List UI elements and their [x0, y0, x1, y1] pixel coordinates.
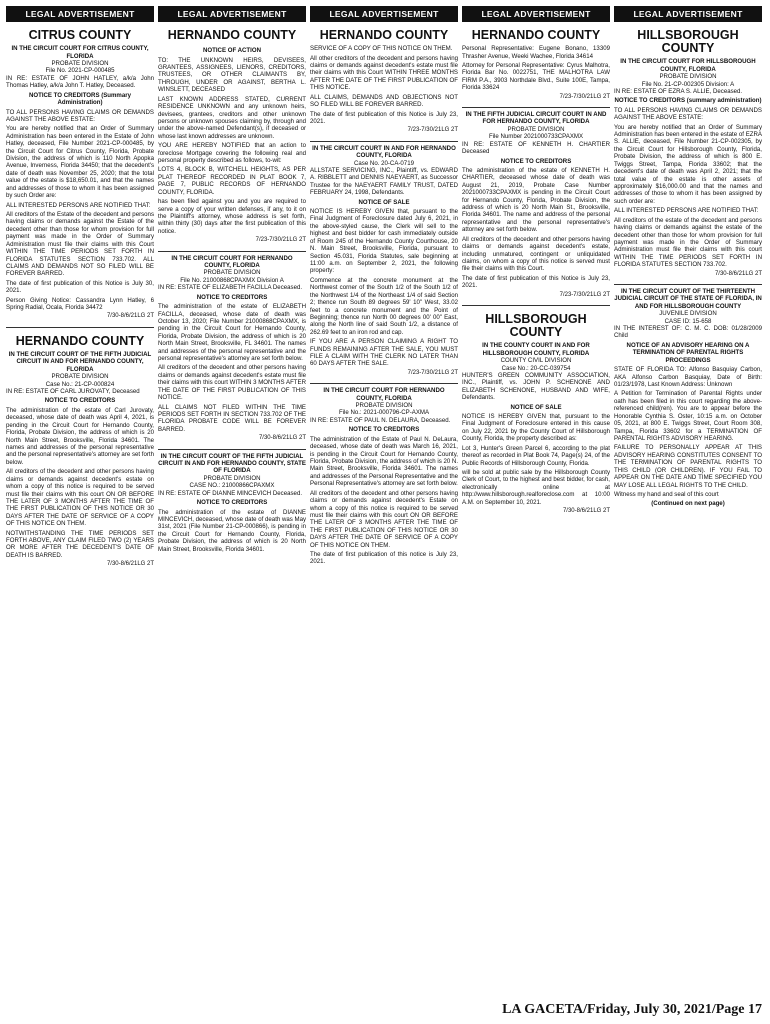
paragraph: Personal Representative: Eugene Bonano, 13309 Thrasher Avenue, Weeki Wachee, Florida 34614 — [462, 45, 610, 60]
court-name: IN THE CIRCUIT COURT FOR HERNANDO COUNTY, FLORIDA — [323, 387, 445, 402]
notice-title: NOTICE OF ACTION — [202, 47, 261, 55]
division: PROBATE DIVISION — [507, 125, 565, 133]
county-heading: CITRUS COUNTY — [28, 28, 132, 42]
division: COUNTY CIVIL DIVISION — [500, 357, 572, 365]
run-dates: 7/30-8/6/21LG 2T — [562, 508, 610, 515]
legal-notice — [310, 145, 458, 378]
paragraph: All creditors of the estate of the decedent and persons having claims or demands against the estate of the decedent other than those for whom provision for full payment was made in the Order of Summary Administration must file their claims with this court WITHIN THE TIME PERIODS SET FORTH IN FLORIDA STATUTES SECTION 733.702. — [614, 216, 762, 269]
file-number: CASE ID: 15-658 — [664, 317, 712, 325]
file-number: Case No.: 20-CC-039754 — [501, 364, 571, 372]
paragraph: The administration of the Estate of Paul N. DeLaura, deceased, whose date of death was March 16, 2021, is pending in the Circuit Court for Hernando County, Florida, Probate Division, the address of which is 20 N. Main Street, Brooksville, Florida 34601. The names and addresses of the Personal Representative and the Personal Representative's attorney are set forth below. — [310, 435, 458, 488]
legal-notice — [158, 453, 306, 555]
notice-title: NOTICE OF AN ADVISORY HEARING ON A TERMINATION OF PARENTAL RIGHTS PROCEEDINGS — [626, 341, 750, 364]
file-number: File No. 21-CP-002305 Division: A — [641, 80, 735, 88]
paragraph: SERVICE OF A COPY OF THIS NOTICE ON THEM. — [310, 45, 453, 53]
notice-title: NOTICE TO CREDITORS — [196, 499, 268, 507]
run-dates: 7/23-7/30/21LG 2T — [407, 369, 458, 376]
in-re: HUNTER'S GREEN COMMUNITY ASSOCIATION, INC., Plaintiff, vs. JOHN P. SCHENONE AND ELIZABETH SCHENONE, HUSBAND AND WIFE, Defendants. — [462, 371, 610, 402]
divider — [614, 284, 762, 285]
paragraph: will be sold at public sale by the Hillsborough County Clerk of Court, to the highest and best bidder, for cash, electronically online at http://www.hillsborough.realforeclose.com at 10:00 A.M. on September 10, 2021. — [462, 468, 610, 506]
paragraph: ALL INTERESTED PERSONS ARE NOTIFIED THAT: — [614, 207, 759, 215]
paragraph: The administration of the estate of KENNETH H. CHARTIER, deceased whose date of death was August 21, 2019, Probate Case Number 2021000733CPAXMX is pending in the Circuit Court for Hernando County, Florida, Probate Division, the address of which is 20 North Main St., Brooksville, Florida 34601. The name and address of the personal representative and the personal representative's attorney are set forth below. — [462, 166, 610, 234]
paragraph: The date of first publication of this Notice is July 23, 2021. — [310, 110, 458, 125]
legal-notice — [462, 342, 610, 515]
run-dates: 7/23-7/30/21LG 2T — [255, 237, 306, 244]
notice-title: NOTICE OF SALE — [510, 403, 562, 411]
notice-title: NOTICE TO CREDITORS — [348, 426, 420, 434]
category-header: LEGAL ADVERTISEMENT — [158, 6, 306, 22]
category-header: LEGAL ADVERTISEMENT — [462, 6, 610, 22]
court-name: IN THE CIRCUIT COURT OF THE FIFTH JUDICIAL CIRCUIT IN AND FOR HERNANDO COUNTY, FLORIDA — [8, 350, 152, 373]
run-dates: 7/30-8/6/21LG 2T — [258, 435, 306, 442]
paragraph: TO: THE UNKNOWN HEIRS, DEVISEES, GRANTEES, ASSIGNEES, LIENORS, CREDITORS, TRUSTEES, OR OTHER CLAIMANTS BY, THROUGH, UNDER OR AGAINST, BERTHA L. WINSLETT, DECEASED — [158, 56, 306, 94]
county-heading: HILLSBOROUGH COUNTY — [637, 28, 739, 56]
run-dates: 7/30-8/6/21LG 2T — [106, 313, 154, 320]
divider — [462, 305, 610, 306]
paragraph: All creditors of the decedent and other persons having claims or demands against decedent's Estate on whom a copy of this notice is required to be served must file their claims with this court ON OR BEFORE THE LATER OF 3 MONTHS AFTER THE TIME OF THE FIRST PUBLICATION OF THIS NOTICE OR 30 DAYS AFTER THE DATE OF SERVICE OF A COPY OF THIS NOTICE ON THEM. — [310, 489, 458, 549]
county-heading: HERNANDO COUNTY — [167, 28, 297, 42]
paragraph: The date of first publication of this Notice is July 30, 2021. — [6, 279, 154, 295]
notice-title: NOTICE TO CREDITORS (summary administration) — [614, 97, 762, 105]
paragraph: Attorney for Personal Representative: Cyrus Malhotra, Florida Bar No. 0022751, THE MALHOTRA LAW FIRM P.A., 3903 Northdale Blvd., Suite 100E, Tampa, Florida 33624 — [462, 61, 610, 92]
paragraph: All creditors of the decedent and other persons having claims or demands against decedent's estate, including unmatured, contingent or unliquidated claims, on whom a copy of this notice is served must file their claims with this Court. — [462, 235, 610, 273]
in-re: IN RE: ESTATE OF PAUL N. DELAURA, Deceased. — [310, 416, 451, 424]
paragraph: The date of first publication of this notice is July 23, 2021. — [310, 551, 458, 566]
division: JUVENILE DIVISION — [659, 310, 717, 318]
paragraph: ALL CLAIMS, DEMANDS AND OBJECTIONS NOT SO FILED WILL BE FOREVER BARRED. — [310, 93, 458, 109]
legal-notice — [158, 255, 306, 443]
paragraph: You are hereby notified that an Order of Summary Administration has been entered in the estate of EZRA S. ALLIE, deceased, File Number 21-CP-002305, by the Circuit Court for Hillsborough County, Florida, Probate Division, the address of which is 800 E. Twiggs Street, Tampa, Florida 33602; that the decedent's date of death was April 2, 2021; that the total value of the estate is other assets of approximately $16,000.00 and that the names and addresses of those to whom it has been assigned by such order are: — [614, 123, 762, 205]
paragraph: TO ALL PERSONS HAVING CLAIMS OR DEMANDS AGAINST THE ABOVE ESTATE: — [614, 106, 762, 122]
county-heading: HERNANDO COUNTY — [471, 28, 601, 42]
division: PROBATE DIVISION — [203, 269, 261, 277]
notice-title: NOTICE TO CREDITORS — [196, 293, 268, 301]
category-header: LEGAL ADVERTISEMENT — [614, 6, 762, 22]
continued-note: (Continued on next page) — [651, 500, 725, 508]
court-name: IN THE CIRCUIT COURT FOR HERNANDO COUNTY, FLORIDA — [171, 254, 293, 269]
court-name: IN THE CIRCUIT COURT OF THE THIRTEENTH JUDICIAL CIRCUIT OF THE STATE OF FLORIDA, IN AND FOR HILLSBOROUGH COUNTY — [614, 287, 762, 310]
columns — [6, 6, 764, 994]
paragraph: NOTWITHSTANDING THE TIME PERIODS SET FORTH ABOVE, ANY CLAIM FILED TWO (2) YEARS OR MORE AFTER THE DECEDENT'S DATE OF DEATH IS BARRED. — [6, 529, 154, 559]
legal-notice — [614, 288, 762, 510]
in-re: IN RE: ESTATE OF CARL JUROVATY, Deceased — [6, 388, 140, 396]
paragraph: All creditors of the decedent and other persons having claims or demands against decedent's estate on whom a copy of this notice is required to be served must file their claims with this court ON OR BEFORE THE LATER OF 3 MONTHS AFTER THE TIME OF THE FIRST PUBLICATION OF THIS NOTICE OR 30 DAYS AFTER THE DATE OF SERVICE OF A COPY OF THIS NOTICE ON THEM. — [6, 468, 154, 528]
newspaper-page — [6, 6, 764, 1018]
file-number: File No. 21000868CPAXMX Division A — [180, 276, 284, 284]
legal-notice — [310, 387, 458, 568]
paragraph: The administration of the estate of ELIZABETH FACILLA, deceased, whose date of death was October 13, 2020; File Number 21000868CPAXMX, is pending in the Circuit Court for Hernando County, Florida, Probate Division, the address of which is 20 North Main Street, Brooksville, FL 34601. The names and addresses of the personal representative and the personal representative's attorney are set forth below. — [158, 303, 306, 363]
paragraph: LOTS 4, BLOCK B, WITCHELL HEIGHTS, AS PER PLAT THEREOF RECORDED IN PLAT BOOK 7, PAGE 7, PUBLIC RECORDS OF HERNANDO COUNTY, FLORIDA. — [158, 166, 306, 196]
paragraph: A Petition for Termination of Parental Rights under oath has been filed in this court regarding the above-referenced child(ren). You are to appear before the Honorable Cynthia S. Oster, 10:15 a.m. on October 05, 2021, at 800 E. Twiggs Street, Court Room 308, Tampa, Florida 33602 for a TERMINATION OF PARENTAL RIGHTS ADVISORY HEARING. — [614, 390, 762, 442]
run-dates: 7/30-8/6/21LG 2T — [106, 561, 154, 568]
category-header: LEGAL ADVERTISEMENT — [6, 6, 154, 22]
paragraph: ALL INTERESTED PERSONS ARE NOTIFIED THAT: — [6, 201, 151, 209]
column-2 — [158, 6, 306, 994]
paragraph: The administration of the estate of DIANNE MINCEVICH, deceased, whose date of death was May 31st, 2021 (File Number 21-CP-000866), is pending in the Circuit Court for Hernando County, Florida, Probate Division, the address of which is 20 North Main Street, Brooksville, Florida 34601. — [158, 508, 306, 553]
legal-notice — [310, 45, 458, 135]
divider — [310, 383, 458, 384]
run-dates: 7/23-7/30/21LG 2T — [559, 291, 610, 298]
paragraph: NOTICE IS HEREBY GIVEN that, pursuant to the Final Judgment of Foreclosure dated July 6, 2021, in the above-styled cause, the Clerk will sell to the highest and best bidder for cash immediately outside of Room 245 of the Hernando County Courthouse, 20 N. Main Street, Brooksville, Florida, pursuant to Section 45.031, Florida Statutes, sale beginning at 11:00 a.m. on September 2, 2021, the following property: — [310, 208, 458, 275]
paragraph: All other creditors of the decedent and persons having claims or demands against decedent's estate must file their claims with this Court WITHIN THREE MONTHS AFTER THE DATE OF THE FIRST PUBLICATION OF THIS NOTICE. — [310, 54, 458, 92]
divider — [462, 107, 610, 108]
in-re: IN RE: ESTATE OF ELIZABETH FACILLA Deceased. — [158, 284, 303, 292]
paragraph: You are hereby notified that an Order of Summary Administration has been entered in the Estate of John Hatley, deceased, File Number 2021-CP-000485, by the Circuit Court for Citrus County, Florida, Probate Division, the address of which is 110 North Apopka Avenue, Inverness, Florida 34450; that the decedent's date of death was November 25, 2020; that the total value of the estate is $18,650.01, and that the names and addresses of those to whom it has been assigned by such Order are: — [6, 125, 154, 200]
court-name: IN THE CIRCUIT COURT FOR HILLSBOROUGH COUNTY, FLORIDA — [620, 58, 756, 73]
column-3 — [310, 6, 458, 994]
page-footer: LA GACETA/Friday, July 30, 2021/Page 17 — [502, 1002, 762, 1017]
notice-title: NOTICE OF SALE — [358, 198, 410, 206]
paragraph: YOU ARE HEREBY NOTIFIED that an action to foreclose Mortgage covering the following real and personal property described as follows, to-wit: — [158, 142, 306, 165]
in-re: IN RE: ESTATE OF EZRA S. ALLIE, Deceased. — [614, 87, 743, 95]
signature: Person Giving Notice: Cassandra Lynn Hatley, 6 Spring Radial, Ocala, Florida 34472 — [6, 296, 154, 312]
paragraph: Lot 3, Hunter's Green Parcel 6, according to the plat thereof as recorded in Plat Book 74, Page(s) 24, of the Public Records of Hillsborough County, Florida. — [462, 444, 610, 467]
legal-notice — [614, 58, 762, 278]
file-number: File No. 2021-CP-000485 — [45, 67, 115, 75]
court-name: IN THE CIRCUIT COURT FOR CITRUS COUNTY, FLORIDA — [11, 45, 149, 60]
file-number: File No.: 2021-000796-CP-AXMA — [338, 409, 430, 417]
division: PROBATE DIVISION — [659, 73, 717, 81]
legal-notice — [462, 45, 610, 101]
run-dates: 7/23-7/30/21LG 2T — [407, 127, 458, 134]
notice-title: NOTICE TO CREDITORS — [44, 397, 116, 405]
county-heading: HILLSBOROUGH COUNTY — [485, 311, 587, 340]
run-dates: 7/30-8/6/21LG 2T — [714, 270, 762, 277]
paragraph: has been filed against you and you are required to serve a copy of your written defenses, if any, to it on the Plaintiff's attorney, whose address is set forth, within thirty (30) days after the first publication of this notice. — [158, 198, 306, 235]
division: PROBATE DIVISION — [203, 474, 261, 482]
court-name: IN THE CIRCUIT COURT IN AND FOR HERNANDO COUNTY, FLORIDA — [312, 144, 456, 160]
paragraph: The date of first publication of this Notice is July 23, 2021. — [462, 274, 610, 290]
court-name: IN THE CIRCUIT COURT OF THE FIFTH JUDICIAL CIRCUIT IN AND FOR HERNANDO COUNTY, STATE OF FLORIDA — [158, 452, 306, 475]
in-re: IN THE INTEREST OF: C. M. C. DOB: 01/28/2009 Child — [614, 325, 762, 340]
paragraph: Witness my hand and seal of this court — [614, 490, 719, 498]
in-re: IN RE: ESTATE OF KENNETH H. CHARTIER Deceased — [462, 140, 610, 156]
column-4 — [462, 6, 610, 994]
notice-title: NOTICE TO CREDITORS — [500, 157, 572, 165]
in-re: IN RE: ESTATE OF DIANNE MINCEVICH Deceased. — [158, 489, 303, 497]
column-1 — [6, 6, 154, 994]
paragraph: FAILURE TO PERSONALLY APPEAR AT THIS ADVISORY HEARING CONSTITUTES CONSENT TO THE TERMINATION OF PARENTAL RIGHTS TO THIS CHILD (OR CHILDREN). IF YOU FAIL TO APPEAR ON THE DATE AND TIME SPECIFIED YOU MAY LOSE ALL LEGAL RIGHTS TO THE CHILD. — [614, 444, 762, 489]
divider — [158, 251, 306, 252]
divider — [6, 327, 154, 328]
division: PROBATE DIVISION — [51, 373, 109, 381]
division: PROBATE DIVISION — [51, 59, 109, 67]
file-number: Case No. 20-CA-0719 — [354, 159, 414, 167]
paragraph: STATE OF FLORIDA TO: Alfonso Basquiay Carbon, AKA Alfonso Carbon Basquiay, Date of Birth: 01/23/1978, Last Known Address: Unknown — [614, 366, 762, 389]
category-header: LEGAL ADVERTISEMENT — [310, 6, 458, 22]
county-heading: HERNANDO COUNTY — [15, 333, 145, 348]
paragraph: LAST KNOWN ADDRESS STATED, CURRENT RESIDENCE UNKNOWN and any unknown heirs, devisees, grantees, creditors and other unknown persons or unknown spouses claiming by, through and under the above-named Defendant(s), if deceased or whose last known addresses are unknown. — [158, 95, 306, 140]
divider — [310, 141, 458, 142]
division: PROBATE DIVISION — [355, 402, 413, 410]
file-number: CASE NO.: 21000866CPAXMX — [189, 482, 275, 490]
run-dates: 7/23-7/30/21LG 2T — [559, 93, 610, 100]
paragraph: IF YOU ARE A PERSON CLAIMING A RIGHT TO FUNDS REMAINING AFTER THE SALE, YOU MUST FILE A CLAIM WITH THE CLERK NO LATER THAN 60 DAYS AFTER THE SALE. — [310, 338, 458, 368]
paragraph: All creditors of the decedent and other persons having claims or demands against decedent's estate must file their claims with this court WITHIN 3 MONTHS AFTER THE DATE OF THE FIRST PUBLICATION OF THIS NOTICE. — [158, 364, 306, 402]
file-number: File Number 2021000733CPAXMX — [488, 133, 584, 141]
divider — [158, 449, 306, 450]
paragraph: All creditors of the Estate of the decedent and persons having claims or demands against the Estate of the decedent other than those for whom provision for full payment was made in the Order of Summary Administration must file their claims with this Court WITHIN THE TIME PERIODS SET FORTH IN FLORIDA STATUTES SECTION 733.702. ALL CLAIMS AND DEMANDS NOT SO FILED WILL BE FOREVER BARRED. — [6, 210, 154, 278]
paragraph: Commence at the concrete monument at the Northwest corner of the South 1/2 of the South 1/2 of the Northwest 1/4 of the Northeast 1/4 of said Section 2; thence run South 89 degrees 59' 10" West, 33.02 feet to a concrete monument and the Point of Beginning; thence run North 00 degrees 00' 00" East, along the North line of said South 1/2, a distance of 262.69 feet to an iron rod and cap. — [310, 276, 458, 336]
legal-notice — [6, 351, 154, 569]
legal-notice — [462, 111, 610, 299]
county-heading: HERNANDO COUNTY — [319, 28, 449, 42]
court-name: IN THE FIFTH JUDICIAL CIRCUIT COURT IN AND FOR HERNANDO COUNTY, FLORIDA — [465, 110, 607, 126]
paragraph: ALL CLAIMS NOT FILED WITHIN THE TIME PERIODS SET FORTH IN SECTION 733.702 OF THE FLORIDA PROBATE CODE WILL BE FOREVER BARRED. — [158, 403, 306, 433]
legal-notice — [6, 45, 154, 321]
notice-title: NOTICE TO CREDITORS (Summary Administration) — [28, 91, 132, 107]
paragraph: NOTICE IS HEREBY GIVEN that, pursuant to the Final Judgment of Foreclosure entered in this cause on July 22, 2021 by the County Court of Hillsborough County, Florida, the property described as: — [462, 413, 610, 443]
legal-notice — [158, 45, 306, 244]
paragraph: The administration of the estate of Carl Jurovaty, deceased, whose date of death was April 4, 2021, is pending in the Circuit Court for Hernando County, Florida, Probate Division, the address of which is 20 North Main Street, Brooksville, Florida 34601. The names and addresses of the personal representative and the personal representative's attorney are set forth below. — [6, 406, 154, 466]
in-re: ALLSTATE SERVICING, INC., Plaintiff, vs. EDWARD A. RIBBLETT and DENNIS NAEYAERT, as Successor Trustee for the NAEYAERT FAMILY TRUST, DATED FEBRUARY 24, 1998, Defendants. — [310, 166, 458, 197]
file-number: Case No.: 21-CP-000824 — [45, 380, 115, 388]
court-name: IN THE COUNTY COURT IN AND FOR HILLSBOROUGH COUNTY, FLORIDA — [482, 342, 590, 357]
in-re: IN RE: ESTATE OF JOHN HATLEY, a/k/a John Thomas Hatley, a/k/a John T. Hatley, Deceased. — [6, 74, 154, 90]
column-5 — [614, 6, 762, 994]
paragraph: TO ALL PERSONS HAVING CLAIMS OR DEMANDS AGAINST THE ABOVE ESTATE: — [6, 108, 154, 123]
